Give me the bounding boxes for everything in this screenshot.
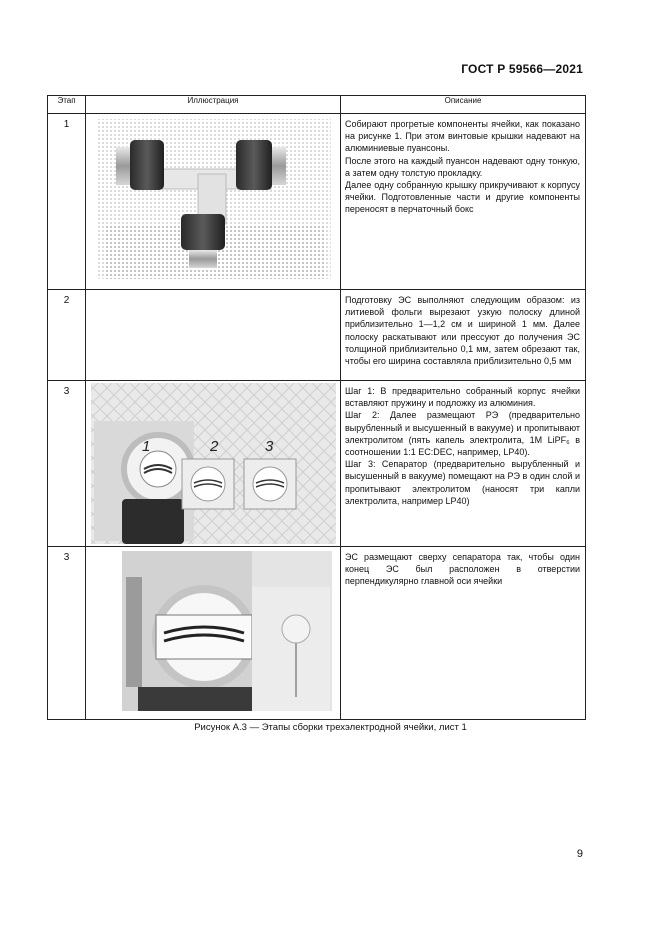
illustration-empty	[86, 290, 341, 381]
table-row	[48, 381, 586, 547]
step-number: 3	[48, 381, 86, 547]
description-paragraph: После этого на каждый пуансон надевают одну тонкую, а затем одну толстую прокладку.	[345, 155, 580, 178]
table-header-row	[48, 96, 586, 114]
step-number: 1	[48, 114, 86, 290]
column-header-step: Этап	[48, 96, 86, 114]
figure-caption: Рисунок А.3 — Этапы сборки трехэлектродной ячейки, лист 1	[194, 722, 467, 733]
table-row	[48, 547, 586, 720]
step-number: 3	[48, 547, 86, 720]
bottom-screw-cap	[181, 214, 225, 250]
table-row	[48, 114, 586, 290]
assembly-steps-photo	[86, 381, 341, 546]
step-number: 2	[48, 290, 86, 381]
image-label-3: 3	[265, 438, 274, 455]
image-label-2: 2	[210, 438, 219, 455]
image-label-1: 1	[142, 438, 151, 455]
table-row	[48, 290, 586, 381]
description-paragraph: Шаг 1: В предварительно собранный корпус ячейки вставляют пружину и подложку из алюминия.	[345, 386, 580, 409]
description-paragraph: Подготовку ЭС выполняют следующим образом: из литиевой фольги вырезают узкую полоску длиной приблизительно 1—1,2 см и шириной 1 мм. Далее полоску раскатывают или прессуют до получения ЭС толщиной приблизительно 0,1 мм, затем обрезают так, чтобы его ширина составляла приблизительно 0,5 мм	[345, 295, 580, 367]
standard-header: ГОСТ Р 59566—2021	[461, 62, 583, 76]
column-header-description: Описание	[341, 96, 586, 114]
description-paragraph: Собирают прогретые компоненты ячейки, как показано на рисунке 1. При этом винтовые крышки надевают на алюминиевые пуансоны.	[345, 119, 580, 154]
counter-electrode-placement-photo	[86, 547, 341, 714]
left-screw-cap	[130, 140, 164, 190]
page-number: 9	[576, 848, 583, 860]
description-paragraph: ЭС размещают сверху сепаратора так, чтобы один конец ЭС был расположен в отверстии перпендикулярно главной оси ячейки	[345, 552, 580, 587]
right-screw-cap	[236, 140, 272, 190]
description-paragraph: Шаг 3: Сепаратор (предварительно вырубленный и высушенный в вакууме) помещают на РЭ в один слой и пропитывают электролитом (наносят три капли электролита, например LP40)	[345, 459, 580, 506]
column-header-illustration: Иллюстрация	[86, 96, 341, 114]
assembly-steps-table	[47, 95, 586, 720]
cell-components-photo	[86, 114, 341, 284]
description-paragraph: Шаг 2: Далее размещают РЭ (предварительно вырубленный и высушенный в вакууме) и пропитывают электролитом (пять капель электролита, 1М LiPF₆ в соотношении 1:1 EC:DEC, например, LP40).	[345, 410, 580, 458]
description-paragraph: Далее одну собранную крышку прикручивают к корпусу ячейки. Подготовленные части и другие компоненты переносят в перчаточный бокс	[345, 180, 580, 215]
